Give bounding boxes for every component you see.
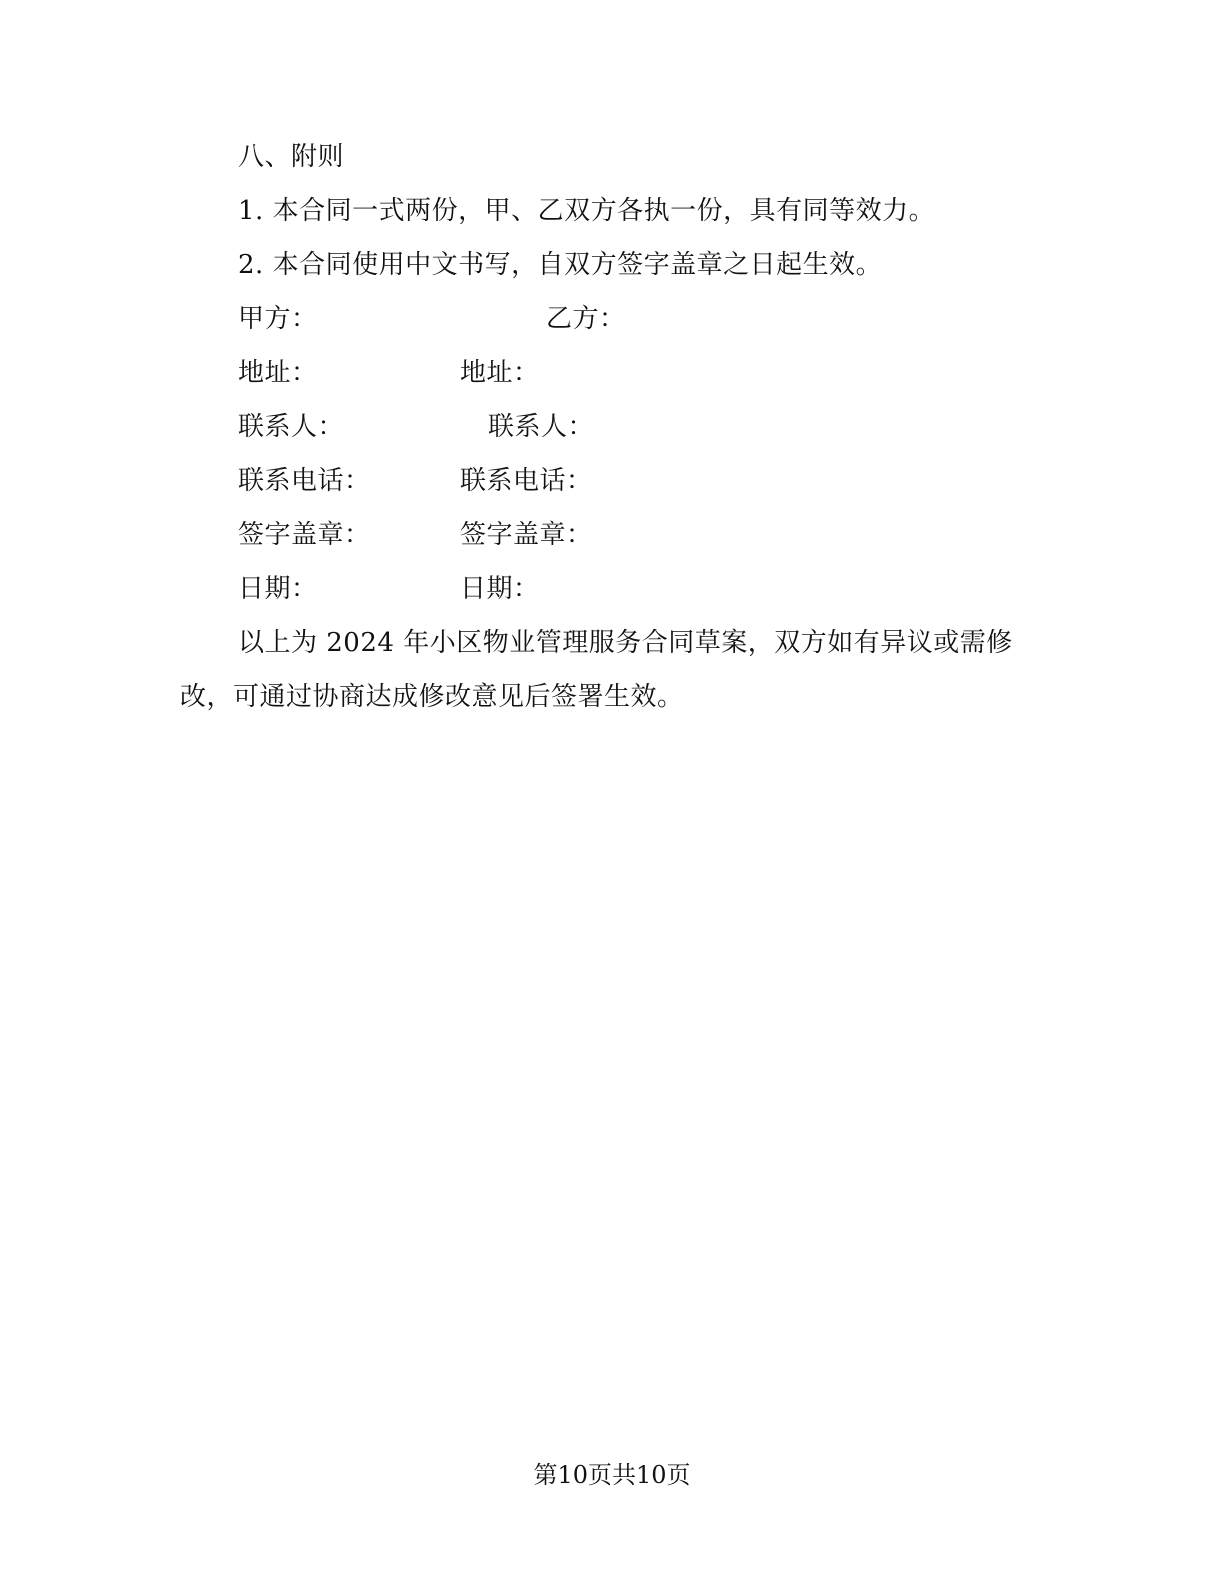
clause-2: 2. 本合同使用中文书写，自双方签字盖章之日起生效。 [238, 250, 883, 280]
closing-line-1: 以上为 2024 年小区物业管理服务合同草案，双方如有异议或需修 [238, 628, 1013, 658]
clause-1: 1. 本合同一式两份，甲、乙双方各执一份，具有同等效力。 [238, 196, 936, 226]
party-a-phone: 联系电话： [238, 466, 371, 496]
section-heading: 八、附则 [238, 142, 345, 172]
party-a-date: 日期： [238, 574, 318, 604]
page-number: 第10页共10页 [533, 1461, 691, 1489]
party-b-date: 日期： [460, 574, 540, 604]
party-a-address: 地址： [238, 358, 318, 388]
party-b-address: 地址： [460, 358, 540, 388]
party-b-contact: 联系人： [488, 412, 595, 442]
party-b-seal: 签字盖章： [460, 520, 593, 550]
party-b-phone: 联系电话： [460, 466, 593, 496]
party-a-contact: 联系人： [238, 412, 345, 442]
party-a-label: 甲方： [238, 304, 318, 334]
party-b-label: 乙方： [546, 304, 626, 334]
party-a-seal: 签字盖章： [238, 520, 371, 550]
closing-line-2: 改，可通过协商达成修改意见后签署生效。 [180, 682, 684, 712]
